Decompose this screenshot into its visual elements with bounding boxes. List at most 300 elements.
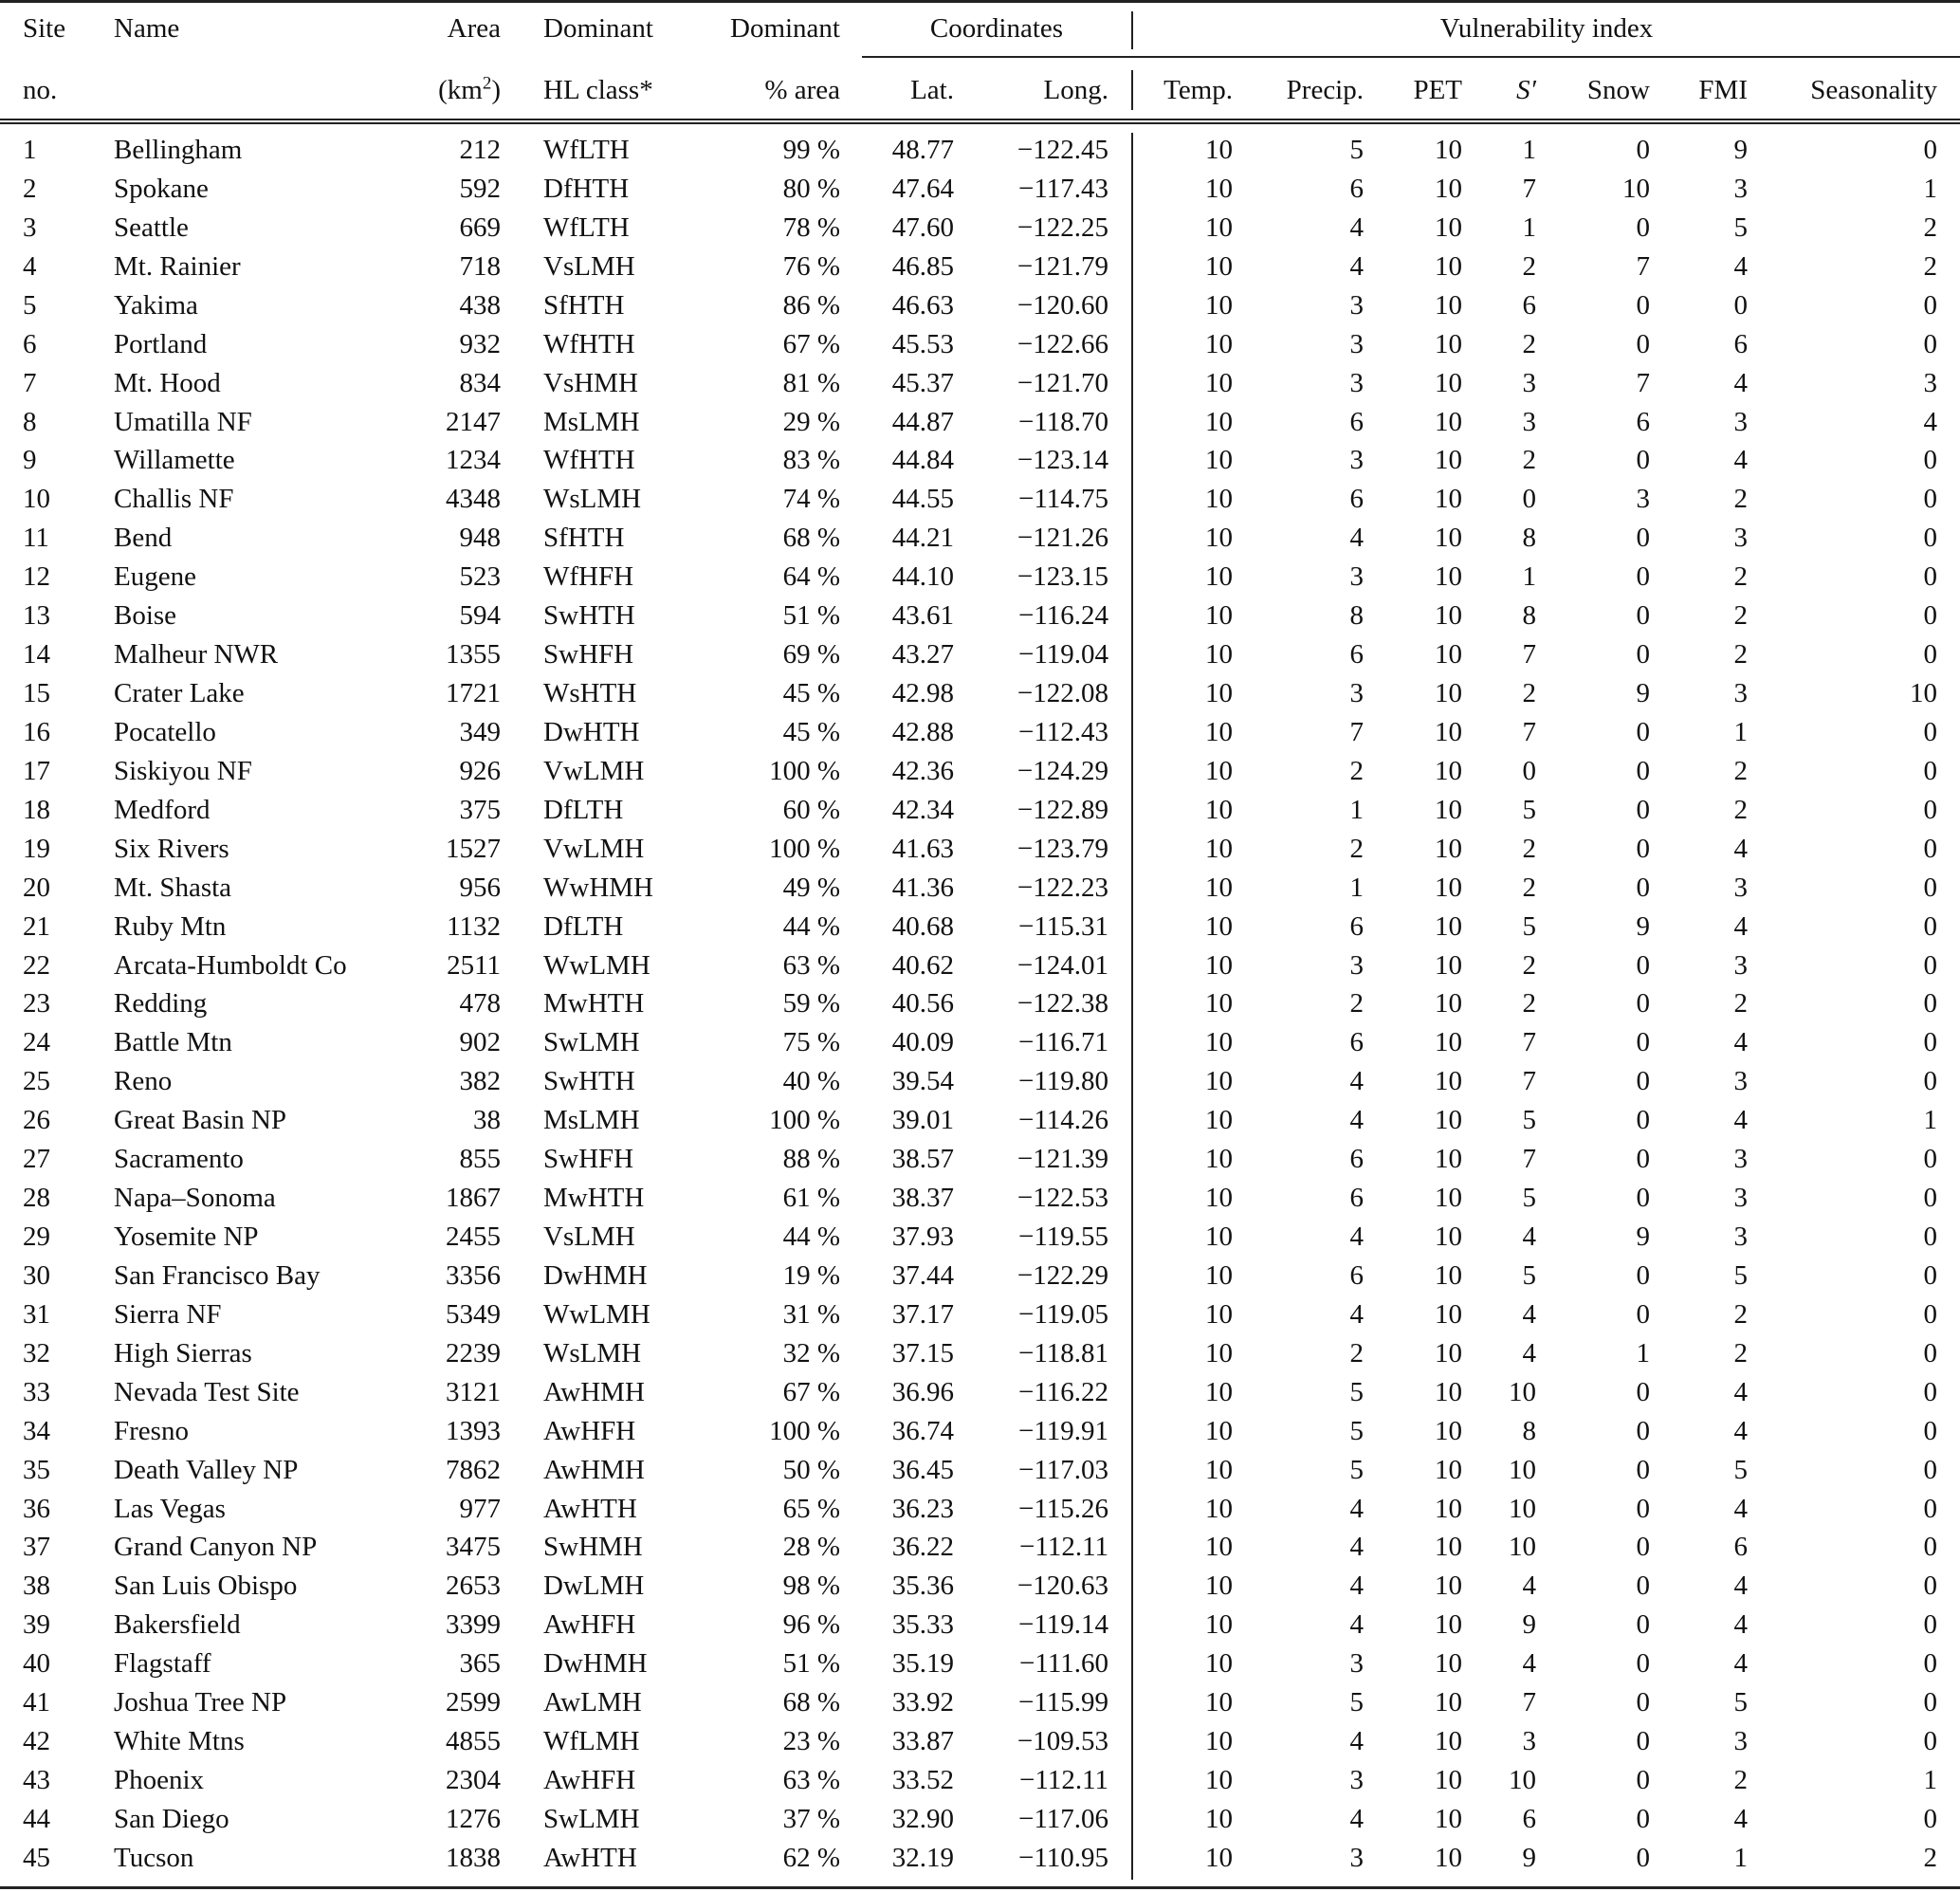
cell-lat: 42.36 <box>891 755 954 786</box>
cell-name: Grand Canyon NP <box>114 1532 318 1563</box>
cell-name: Ruby Mtn <box>114 910 227 942</box>
cell-snow: 0 <box>1636 1144 1650 1175</box>
cell-long: −124.29 <box>1017 755 1108 786</box>
cell-s-prime: 10 <box>1509 1376 1536 1407</box>
cell-seasonality: 0 <box>1923 988 1937 1019</box>
cell-pct-area: 37 % <box>782 1803 840 1834</box>
cell-precip: 2 <box>1349 833 1364 864</box>
cell-pet: 10 <box>1435 135 1462 165</box>
cell-fmi: 3 <box>1733 523 1748 554</box>
cell-snow: 0 <box>1636 600 1650 632</box>
cell-hl-class: WfHFH <box>543 561 634 593</box>
cell-site-no: 27 <box>23 1144 50 1175</box>
header-area-unit <box>438 73 501 107</box>
cell-site-no: 3 <box>23 211 37 243</box>
cell-s-prime: 2 <box>1522 949 1536 981</box>
cell-name: Mt. Rainier <box>114 250 241 282</box>
cell-lat: 45.37 <box>891 367 954 398</box>
cell-pct-area: 44 % <box>782 910 840 942</box>
header-vulnerability-index: Vulnerability index <box>1439 13 1654 44</box>
cell-temp: 10 <box>1205 1222 1233 1253</box>
cell-pet: 10 <box>1435 561 1462 593</box>
cell-seasonality: 2 <box>1923 250 1937 282</box>
cell-temp: 10 <box>1205 523 1233 554</box>
cell-s-prime: 10 <box>1509 1765 1536 1796</box>
cell-precip: 6 <box>1349 173 1364 204</box>
cell-s-prime: 10 <box>1509 1493 1536 1524</box>
cell-seasonality: 1 <box>1923 173 1937 204</box>
cell-temp: 10 <box>1205 910 1233 942</box>
cell-fmi: 4 <box>1733 910 1748 942</box>
cell-site-no: 13 <box>23 600 50 632</box>
cell-hl-class: VwLMH <box>543 833 645 864</box>
cell-temp: 10 <box>1205 211 1233 243</box>
cell-site-no: 34 <box>23 1415 50 1446</box>
cell-long: −122.38 <box>1017 988 1108 1019</box>
cell-s-prime: 9 <box>1522 1842 1536 1873</box>
cell-snow: 0 <box>1636 755 1650 786</box>
cell-precip: 1 <box>1349 872 1364 903</box>
cell-precip: 4 <box>1349 1726 1364 1757</box>
cell-fmi: 5 <box>1733 1259 1748 1291</box>
cell-temp: 10 <box>1205 135 1233 165</box>
cell-pct-area: 78 % <box>782 211 840 243</box>
cell-name: Fresno <box>114 1415 189 1446</box>
cell-precip: 3 <box>1349 445 1364 476</box>
cell-name: High Sierras <box>114 1337 252 1368</box>
cell-site-no: 1 <box>23 135 37 165</box>
cell-long: −109.53 <box>1017 1726 1108 1757</box>
cell-precip: 3 <box>1349 289 1364 321</box>
cell-long: −122.53 <box>1017 1183 1108 1214</box>
cell-temp: 10 <box>1205 1726 1233 1757</box>
cell-site-no: 39 <box>23 1609 50 1641</box>
cell-temp: 10 <box>1205 445 1233 476</box>
cell-precip: 3 <box>1349 1648 1364 1680</box>
header-pct-area: Dominant <box>730 13 840 44</box>
cell-hl-class: WsLMH <box>543 1337 642 1368</box>
cell-pct-area: 69 % <box>782 639 840 670</box>
cell-s-prime: 6 <box>1522 1803 1536 1834</box>
cell-snow: 0 <box>1636 716 1650 747</box>
cell-area: 594 <box>459 600 501 632</box>
cell-seasonality: 0 <box>1923 1183 1937 1214</box>
cell-pet: 10 <box>1435 988 1462 1019</box>
cell-s-prime: 9 <box>1522 1609 1536 1641</box>
cell-fmi: 3 <box>1733 406 1748 437</box>
cell-snow: 0 <box>1636 833 1650 864</box>
cell-snow: 0 <box>1636 1105 1650 1136</box>
cell-s-prime: 4 <box>1522 1337 1536 1368</box>
cell-pct-area: 100 % <box>769 833 840 864</box>
cell-fmi: 5 <box>1733 1454 1748 1485</box>
cell-precip: 4 <box>1349 211 1364 243</box>
cell-long: −114.26 <box>1017 1105 1108 1136</box>
cell-pct-area: 44 % <box>782 1222 840 1253</box>
cell-pct-area: 64 % <box>782 561 840 593</box>
cell-site-no: 32 <box>23 1337 50 1368</box>
header-coordinates: Coordinates <box>929 13 1064 44</box>
header-temp: Temp. <box>1163 75 1233 105</box>
cell-long: −112.11 <box>1019 1765 1108 1796</box>
cell-area: 669 <box>459 211 501 243</box>
cell-precip: 4 <box>1349 1532 1364 1563</box>
cell-site-no: 37 <box>23 1532 50 1563</box>
cell-s-prime: 4 <box>1522 1222 1536 1253</box>
cell-s-prime: 5 <box>1522 910 1536 942</box>
cell-site-no: 40 <box>23 1648 50 1680</box>
cell-lat: 46.85 <box>891 250 954 282</box>
header-area: Area <box>447 13 501 44</box>
cell-lat: 48.77 <box>891 135 954 165</box>
cell-name: Medford <box>114 794 211 825</box>
cell-s-prime: 7 <box>1522 1027 1536 1058</box>
cell-area: 718 <box>459 250 501 282</box>
cell-snow: 0 <box>1636 1183 1650 1214</box>
cell-precip: 6 <box>1349 1259 1364 1291</box>
cell-long: −121.39 <box>1017 1144 1108 1175</box>
cell-hl-class: DfLTH <box>543 794 624 825</box>
cell-fmi: 4 <box>1733 1105 1748 1136</box>
cell-precip: 4 <box>1349 1298 1364 1330</box>
cell-precip: 6 <box>1349 1183 1364 1214</box>
cell-long: −121.26 <box>1017 523 1108 554</box>
cell-site-no: 45 <box>23 1842 50 1873</box>
cell-long: −116.71 <box>1017 1027 1108 1058</box>
cell-area: 1527 <box>446 833 501 864</box>
cell-hl-class: AwHFH <box>543 1415 636 1446</box>
cell-pct-area: 63 % <box>782 1765 840 1796</box>
cell-seasonality: 0 <box>1923 445 1937 476</box>
header-pct-area-2: % area <box>764 75 840 105</box>
cell-long: −121.79 <box>1017 250 1108 282</box>
cell-lat: 38.37 <box>891 1183 954 1214</box>
cell-precip: 4 <box>1349 1493 1364 1524</box>
cell-pet: 10 <box>1435 1066 1462 1097</box>
cell-seasonality: 0 <box>1923 1259 1937 1291</box>
header-site: Site <box>23 13 66 44</box>
cell-hl-class: WsHTH <box>543 678 637 709</box>
cell-pct-area: 68 % <box>782 1687 840 1718</box>
cell-seasonality: 0 <box>1923 561 1937 593</box>
cell-pct-area: 74 % <box>782 484 840 515</box>
cell-lat: 36.23 <box>891 1493 954 1524</box>
cell-site-no: 10 <box>23 484 50 515</box>
cell-snow: 1 <box>1636 1337 1650 1368</box>
cell-hl-class: AwHFH <box>543 1609 636 1641</box>
cell-name: Umatilla NF <box>114 406 252 437</box>
cell-seasonality: 0 <box>1923 1298 1937 1330</box>
area-unit-close: ) <box>491 75 501 105</box>
cell-precip: 6 <box>1349 406 1364 437</box>
cell-temp: 10 <box>1205 1027 1233 1058</box>
cell-precip: 1 <box>1349 794 1364 825</box>
cell-site-no: 12 <box>23 561 50 593</box>
area-unit-text: (km <box>438 75 483 105</box>
cell-area: 2653 <box>446 1571 501 1602</box>
cell-snow: 0 <box>1636 135 1650 165</box>
cell-fmi: 4 <box>1733 1803 1748 1834</box>
cell-temp: 10 <box>1205 406 1233 437</box>
cell-fmi: 1 <box>1733 716 1748 747</box>
cell-snow: 0 <box>1636 561 1650 593</box>
cell-seasonality: 0 <box>1923 328 1937 359</box>
cell-snow: 0 <box>1636 1803 1650 1834</box>
cell-precip: 3 <box>1349 561 1364 593</box>
cell-long: −115.99 <box>1017 1687 1108 1718</box>
cell-temp: 10 <box>1205 173 1233 204</box>
cell-hl-class: WfHTH <box>543 445 635 476</box>
cell-temp: 10 <box>1205 794 1233 825</box>
cell-temp: 10 <box>1205 1648 1233 1680</box>
cell-pct-area: 98 % <box>782 1571 840 1602</box>
cell-area: 382 <box>459 1066 501 1097</box>
cell-s-prime: 2 <box>1522 445 1536 476</box>
cell-area: 1355 <box>446 639 501 670</box>
cell-area: 349 <box>459 716 501 747</box>
cell-site-no: 42 <box>23 1726 50 1757</box>
cell-pct-area: 80 % <box>782 173 840 204</box>
top-rule <box>0 0 1960 3</box>
cell-precip: 5 <box>1349 135 1364 165</box>
cell-name: Yakima <box>114 289 198 321</box>
header-pet: PET <box>1413 75 1462 105</box>
cell-fmi: 2 <box>1733 988 1748 1019</box>
cell-area: 2239 <box>446 1337 501 1368</box>
cell-fmi: 3 <box>1733 872 1748 903</box>
cell-fmi: 5 <box>1733 1687 1748 1718</box>
cell-site-no: 11 <box>23 523 49 554</box>
cell-pet: 10 <box>1435 1415 1462 1446</box>
cell-site-no: 36 <box>23 1493 50 1524</box>
cell-pet: 10 <box>1435 910 1462 942</box>
cell-area: 4348 <box>446 484 501 515</box>
cell-lat: 35.36 <box>891 1571 954 1602</box>
header-double-rule-2 <box>0 122 1960 124</box>
cell-snow: 0 <box>1636 1066 1650 1097</box>
cell-hl-class: SwHTH <box>543 1066 635 1097</box>
cell-name: Battle Mtn <box>114 1027 232 1058</box>
cell-s-prime: 4 <box>1522 1571 1536 1602</box>
cell-seasonality: 0 <box>1923 1648 1937 1680</box>
cell-long: −115.26 <box>1017 1493 1108 1524</box>
cell-snow: 0 <box>1636 1765 1650 1796</box>
cell-pct-area: 19 % <box>782 1259 840 1291</box>
cell-pct-area: 100 % <box>769 1415 840 1446</box>
cell-s-prime: 7 <box>1522 1066 1536 1097</box>
cell-temp: 10 <box>1205 1066 1233 1097</box>
cell-area: 3121 <box>446 1376 501 1407</box>
cell-lat: 37.17 <box>891 1298 954 1330</box>
header-name: Name <box>114 13 180 44</box>
cell-seasonality: 0 <box>1923 1493 1937 1524</box>
cell-site-no: 26 <box>23 1105 50 1136</box>
cell-temp: 10 <box>1205 949 1233 981</box>
cell-pct-area: 45 % <box>782 678 840 709</box>
cell-temp: 10 <box>1205 1259 1233 1291</box>
cell-area: 1234 <box>446 445 501 476</box>
cell-hl-class: AwLMH <box>543 1687 642 1718</box>
cell-pet: 10 <box>1435 872 1462 903</box>
cell-site-no: 31 <box>23 1298 50 1330</box>
cell-fmi: 3 <box>1733 1066 1748 1097</box>
cell-long: −111.60 <box>1019 1648 1108 1680</box>
cell-pet: 10 <box>1435 794 1462 825</box>
cell-hl-class: SwHTH <box>543 600 635 632</box>
cell-area: 2304 <box>446 1765 501 1796</box>
cell-snow: 0 <box>1636 794 1650 825</box>
cell-pet: 10 <box>1435 1144 1462 1175</box>
cell-long: −122.89 <box>1017 794 1108 825</box>
cell-temp: 10 <box>1205 678 1233 709</box>
cell-snow: 0 <box>1636 289 1650 321</box>
cell-long: −122.08 <box>1017 678 1108 709</box>
cell-pct-area: 32 % <box>782 1337 840 1368</box>
cell-name: Sierra NF <box>114 1298 222 1330</box>
cell-site-no: 43 <box>23 1765 50 1796</box>
cell-fmi: 3 <box>1733 1726 1748 1757</box>
cell-seasonality: 0 <box>1923 1337 1937 1368</box>
cell-s-prime: 7 <box>1522 716 1536 747</box>
cell-lat: 44.84 <box>891 445 954 476</box>
cell-area: 1838 <box>446 1842 501 1873</box>
cell-pct-area: 99 % <box>782 135 840 165</box>
cell-fmi: 4 <box>1733 1609 1748 1641</box>
cell-name: White Mtns <box>114 1726 245 1757</box>
cell-lat: 44.55 <box>891 484 954 515</box>
cell-area: 855 <box>459 1144 501 1175</box>
cell-pet: 10 <box>1435 1493 1462 1524</box>
cell-lat: 40.68 <box>891 910 954 942</box>
cell-snow: 0 <box>1636 1571 1650 1602</box>
cell-site-no: 14 <box>23 639 50 670</box>
cell-hl-class: WwLMH <box>543 1298 650 1330</box>
cell-pet: 10 <box>1435 678 1462 709</box>
cell-site-no: 18 <box>23 794 50 825</box>
cell-snow: 0 <box>1636 523 1650 554</box>
cell-long: −123.15 <box>1017 561 1108 593</box>
cell-pct-area: 60 % <box>782 794 840 825</box>
header-long: Long. <box>1043 75 1108 105</box>
cell-seasonality: 2 <box>1923 1842 1937 1873</box>
cell-pct-area: 59 % <box>782 988 840 1019</box>
cell-pct-area: 100 % <box>769 755 840 786</box>
cell-name: Eugene <box>114 561 196 593</box>
cell-pet: 10 <box>1435 445 1462 476</box>
cell-site-no: 20 <box>23 872 50 903</box>
cell-snow: 0 <box>1636 445 1650 476</box>
header-hl-class: Dominant <box>543 13 653 44</box>
cell-seasonality: 3 <box>1923 367 1937 398</box>
cell-fmi: 2 <box>1733 639 1748 670</box>
cell-pet: 10 <box>1435 1571 1462 1602</box>
cell-hl-class: AwHTH <box>543 1493 637 1524</box>
cell-temp: 10 <box>1205 1687 1233 1718</box>
cell-s-prime: 4 <box>1522 1298 1536 1330</box>
cell-fmi: 4 <box>1733 250 1748 282</box>
cell-temp: 10 <box>1205 1298 1233 1330</box>
cell-snow: 0 <box>1636 1415 1650 1446</box>
cell-temp: 10 <box>1205 561 1233 593</box>
cell-lat: 36.45 <box>891 1454 954 1485</box>
cell-name: Phoenix <box>114 1765 205 1796</box>
cell-seasonality: 0 <box>1923 755 1937 786</box>
cell-site-no: 16 <box>23 716 50 747</box>
cell-temp: 10 <box>1205 833 1233 864</box>
cell-long: −122.45 <box>1017 135 1108 165</box>
cell-fmi: 2 <box>1733 1298 1748 1330</box>
cell-area: 932 <box>459 328 501 359</box>
cell-temp: 10 <box>1205 872 1233 903</box>
cell-snow: 0 <box>1636 1648 1650 1680</box>
cell-seasonality: 0 <box>1923 949 1937 981</box>
cell-hl-class: SfHTH <box>543 523 625 554</box>
cell-hl-class: WsLMH <box>543 484 642 515</box>
cell-long: −112.43 <box>1017 716 1108 747</box>
cell-lat: 46.63 <box>891 289 954 321</box>
cell-area: 926 <box>459 755 501 786</box>
cell-precip: 5 <box>1349 1376 1364 1407</box>
cell-long: −119.05 <box>1017 1298 1108 1330</box>
cell-pet: 10 <box>1435 600 1462 632</box>
cell-precip: 4 <box>1349 523 1364 554</box>
cell-lat: 37.44 <box>891 1259 954 1291</box>
cell-precip: 4 <box>1349 1803 1364 1834</box>
cell-snow: 0 <box>1636 639 1650 670</box>
cell-snow: 0 <box>1636 1842 1650 1873</box>
coordinates-underline <box>862 56 1960 58</box>
cell-snow: 0 <box>1636 1259 1650 1291</box>
cell-snow: 0 <box>1636 949 1650 981</box>
cell-lat: 36.74 <box>891 1415 954 1446</box>
cell-fmi: 2 <box>1733 755 1748 786</box>
cell-hl-class: VsHMH <box>543 367 638 398</box>
cell-area: 1132 <box>447 910 501 942</box>
cell-s-prime: 2 <box>1522 872 1536 903</box>
cell-pct-area: 51 % <box>782 1648 840 1680</box>
header-hl-class-2: HL class* <box>543 75 653 105</box>
cell-fmi: 4 <box>1733 1415 1748 1446</box>
cell-area: 375 <box>459 794 501 825</box>
cell-name: Crater Lake <box>114 678 245 709</box>
cell-name: Napa–Sonoma <box>114 1183 276 1214</box>
cell-pct-area: 63 % <box>782 949 840 981</box>
cell-s-prime: 7 <box>1522 173 1536 204</box>
cell-long: −123.14 <box>1017 445 1108 476</box>
cell-long: −112.11 <box>1019 1532 1108 1563</box>
cell-pct-area: 67 % <box>782 328 840 359</box>
cell-seasonality: 0 <box>1923 1066 1937 1097</box>
cell-long: −116.22 <box>1017 1376 1108 1407</box>
cell-fmi: 3 <box>1733 1222 1748 1253</box>
cell-fmi: 2 <box>1733 794 1748 825</box>
cell-long: −120.60 <box>1017 289 1108 321</box>
cell-hl-class: SfHTH <box>543 289 625 321</box>
cell-hl-class: WfLTH <box>543 135 630 165</box>
cell-precip: 2 <box>1349 988 1364 1019</box>
cell-site-no: 23 <box>23 988 50 1019</box>
cell-lat: 35.33 <box>891 1609 954 1641</box>
cell-lat: 42.88 <box>891 716 954 747</box>
cell-fmi: 3 <box>1733 678 1748 709</box>
cell-name: Malheur NWR <box>114 639 279 670</box>
cell-name: Flagstaff <box>114 1648 211 1680</box>
cell-pet: 10 <box>1435 484 1462 515</box>
cell-s-prime: 5 <box>1522 794 1536 825</box>
cell-temp: 10 <box>1205 1105 1233 1136</box>
cell-precip: 5 <box>1349 1687 1364 1718</box>
cell-long: −118.81 <box>1017 1337 1108 1368</box>
